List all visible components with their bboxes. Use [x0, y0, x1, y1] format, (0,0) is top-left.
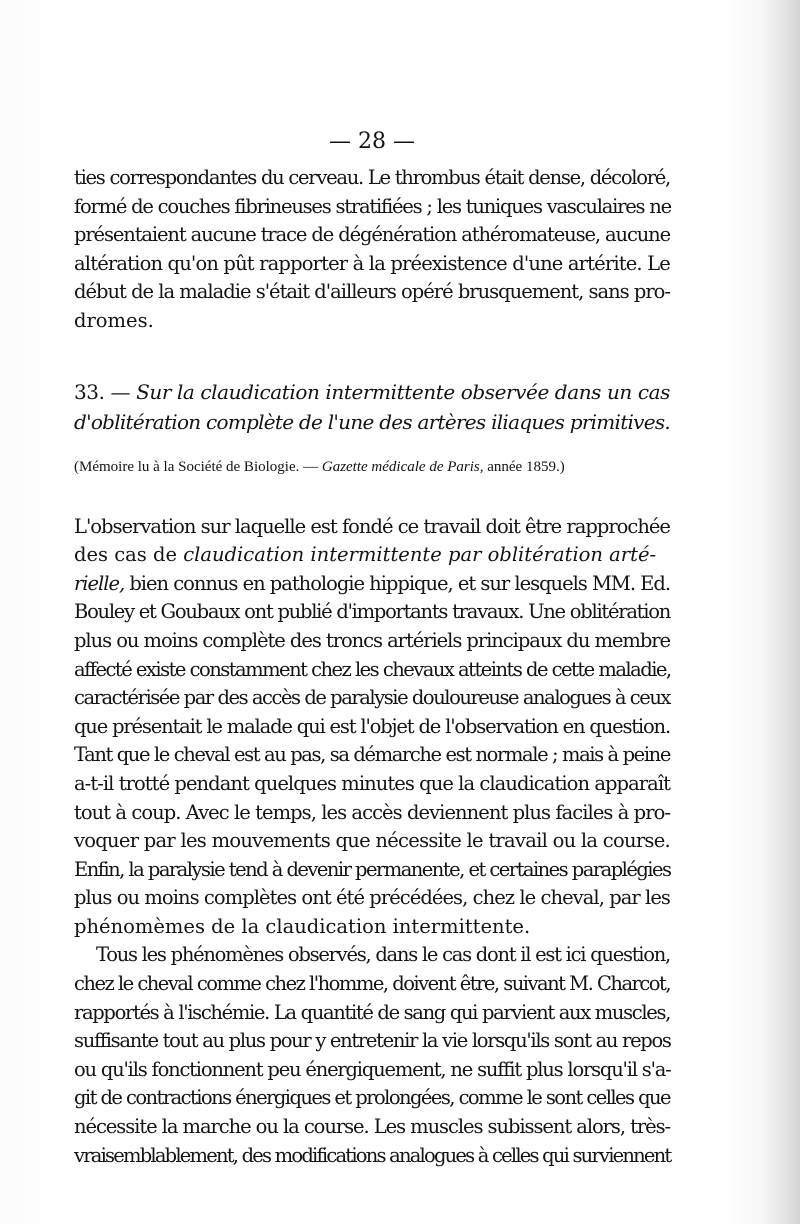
text-line: voquer par les mouvements que nécessite le travail ou la course.	[74, 829, 671, 853]
italic-term: rielle,	[74, 571, 125, 595]
text-line	[74, 541, 670, 570]
text-line: Bouley et Goubaux ont publié d'importants travaux. Une oblitération	[74, 600, 670, 624]
italic-term: claudication intermittente par oblitération arté-	[183, 543, 657, 567]
text-line: affecté existe constamment chez les chevaux atteints de cette maladie,	[74, 657, 671, 681]
text-line: dromes.	[74, 308, 154, 332]
page-edge-shadow	[760, 0, 800, 1224]
source-prefix: (Mémoire lu à la Société de Biologie. —	[74, 458, 319, 475]
text-line: rapportés à l'ischémie. La quantité de sang qui parvient aux muscles,	[74, 1000, 671, 1024]
text-fragment: bien connus en pathologie hippique, et sur lesquels MM. Ed.	[129, 571, 671, 595]
text-line: Tant que le cheval est au pas, sa démarche est normale ; mais à peine	[74, 743, 670, 767]
source-citation	[74, 457, 670, 477]
text-line: chez le cheval comme chez l'homme, doivent être, suivant M. Charcot,	[74, 972, 670, 996]
text-line: tout à coup. Avec le temps, les accès deviennent plus faciles à pro-	[74, 800, 671, 824]
text-line: que présentait le malade qui est l'objet de l'observation en question.	[74, 714, 670, 738]
text-line: suffisante tout au plus pour y entretenir la vie lorsqu'ils sont au repos	[74, 1029, 671, 1053]
intro-paragraph	[74, 164, 670, 336]
text-line: ties correspondantes du cerveau. Le thrombus était dense, décoloré,	[74, 166, 670, 189]
text-line: a-t-il trotté pendant quelques minutes que la claudication apparaît	[74, 771, 671, 795]
text-line: début de la maladie s'était d'ailleurs opéré brusquement, sans pro-	[74, 280, 670, 304]
text-line: plus ou moins complètes ont été précédées, chez le cheval, par les	[74, 886, 670, 910]
text-line: présentaient aucune trace de dégénération athéromateuse, aucune	[74, 223, 671, 247]
source-journal: Gazette médicale de Paris,	[321, 458, 484, 475]
text-line: git de contractions énergiques et prolongées, comme le sont celles que	[74, 1086, 670, 1110]
text-line: ou qu'ils fonctionnent peu énergiquement, ne suffit plus lorsqu'il s'a-	[74, 1057, 671, 1081]
section-title-text-1: Sur la claudication intermittente observée dans un cas	[136, 379, 670, 404]
text-line: phénomèmes de la claudication intermittente.	[74, 914, 531, 938]
section-title-line-2: d'oblitération complète de l'une des artères iliaques primitives.	[74, 409, 671, 434]
text-line: Enfin, la paralysie tend à devenir permanente, et certaines paraplégies	[74, 857, 671, 881]
text-line: caractérisée par des accès de paralysie douloureuse analogues à ceux	[74, 686, 670, 710]
section-title-line-1	[74, 377, 670, 407]
body-paragraph-1	[74, 513, 670, 942]
section-heading	[74, 377, 670, 437]
page-content	[74, 128, 670, 1170]
text-line: altération qu'on pût rapporter à la préexistence d'une artérite. Le	[74, 251, 670, 275]
text-line: formé de couches fibrineuses stratifiées ; les tuniques vasculaires ne	[74, 194, 671, 218]
text-line: vraisemblablement, des modifications analogues à celles qui surviennent	[74, 1143, 671, 1167]
text-line: L'observation sur laquelle est fondé ce travail doit être rapprochée	[74, 514, 670, 538]
text-line	[74, 570, 670, 599]
text-line: nécessite la marche ou la course. Les muscles subissent alors, très-	[74, 1115, 671, 1139]
text-fragment: des cas de	[74, 543, 178, 567]
source-suffix: année 1859.)	[487, 458, 565, 475]
page-number: — 28 —	[329, 129, 415, 154]
text-line: Tous les phénomènes observés, dans le cas dont il est ici question,	[96, 943, 670, 967]
section-number: 33. —	[74, 379, 131, 404]
text-line: plus ou moins complète des troncs artériels principaux du membre	[74, 628, 671, 652]
body-paragraph-2	[74, 941, 670, 1170]
